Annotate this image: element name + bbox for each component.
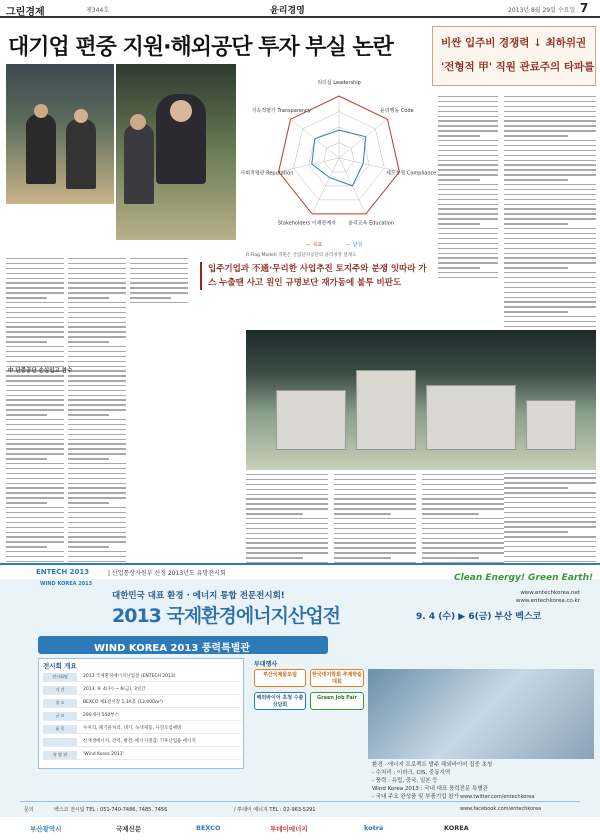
- ad-dates: 9. 4 (수) ▶ 6(금) 부산 벡스코: [416, 612, 542, 622]
- logo-bexco: BEXCO: [196, 824, 221, 832]
- windkorea-banner: [38, 636, 328, 654]
- ad-tagline: 대한민국 대표 환경 · 에너지 통합 전문전시회!: [112, 591, 285, 601]
- ad-url-1[interactable]: www.entechkorea.net: [520, 590, 580, 596]
- article-photo-machinery: [246, 330, 596, 470]
- ad-sponsor: | 산업통상자원부 선정 2013년도 유망전시회: [108, 570, 226, 577]
- sidebar-headline-line1: 비싼 입주비 경쟁력 ↓ 최하위권: [441, 37, 587, 49]
- radar-axis: [339, 119, 387, 158]
- logo-kotra: kotra: [364, 824, 384, 832]
- exhibition-ad: [0, 563, 600, 838]
- ad-title: 2013 국제환경에너지산업전: [112, 605, 341, 627]
- issue-number: 제344호: [86, 7, 110, 14]
- main-headline: 대기업 편중 지원·해외공단 투자 부실 논란: [8, 35, 393, 60]
- info-row: 신재생에너지, 전력, 발전, 에너지절감, 기후산업용 에너지: [43, 737, 241, 747]
- ad-bullet: Wind Korea 2013 : 국내 대표 풍력전문 특별관: [372, 786, 488, 792]
- twitter-link[interactable]: www.twitter.com/entechkorea: [460, 794, 535, 800]
- side-events-heading: 부대행사: [254, 661, 278, 668]
- radar-axis-label: 사회적평판 Reputation: [240, 170, 294, 177]
- contact-label: 문의: [24, 807, 34, 813]
- radar-axis-label: 윤리교육 Education: [348, 220, 395, 227]
- side-event-pill: Green Job Fair: [310, 692, 364, 710]
- sidebar-headline-box: [432, 26, 596, 86]
- facebook-link[interactable]: www.facebook.com/entechkorea: [460, 806, 542, 812]
- article-photo-officials: [116, 64, 236, 240]
- text-column-3: [130, 258, 188, 307]
- article-subhead: 입주기업과 不通·무리한 사업추진 토지주와 분쟁 잇따라 가스 누출땐 사고 원인 규명보단 재가동에 불투 비판도: [200, 262, 428, 290]
- section-heading: 中 단중공단 손실입고 참수: [8, 368, 73, 374]
- side-event-pill: 한국대기학회 추계학술대회: [310, 669, 364, 687]
- text-column-11: [68, 375, 126, 590]
- ad-clean-slogan: Clean Energy! Green Earth!: [454, 573, 594, 583]
- info-row: 장 소 BEXCO 제1전시장 1,3A홀 (12,000m²): [43, 698, 241, 708]
- text-column-8: [438, 96, 498, 282]
- sponsor-logos: [0, 817, 600, 840]
- masthead: [0, 0, 600, 18]
- page-number: 7: [580, 1, 589, 15]
- logo-kookje: 국제신문: [116, 825, 142, 833]
- info-row: 규 모 290개사 550부스: [43, 711, 241, 721]
- ad-bullet: - 풍력 : 유럽, 중국, 일본 등: [372, 778, 438, 784]
- logo-korea: KOREA: [444, 824, 469, 832]
- logo-todayenergy: 투데이에너지: [270, 825, 308, 833]
- logo-busan: 부산광역시: [30, 825, 62, 833]
- ad-photo-collage: [368, 669, 594, 759]
- info-heading: 전시회 개요: [43, 662, 77, 670]
- radar-axis-label: 윤리행동 Code: [379, 107, 414, 114]
- side-event-pill: 부산국제물포럼: [254, 669, 306, 687]
- info-row: 전시회명 2013 국제환경에너지산업전 (ENTECH 2013): [43, 672, 241, 682]
- info-row: 품 목 수처리, 폐기물처리, 대기, 녹색제품, 사전오염예방: [43, 724, 241, 734]
- radar-axis-label: 제도운영 Compliance: [385, 170, 437, 177]
- ad-bullet: - 수처리 : 이라크, CIS, 중동지역: [372, 770, 451, 776]
- exhibition-info-box: [38, 658, 244, 769]
- windkorea-banner-text: WIND KOREA 2013 풍력특별관: [94, 643, 251, 654]
- info-row: 기 간 2013. 9. 4(수) ~ 6(금), 3일간: [43, 685, 241, 695]
- radar-legend-item: — 달성: [346, 242, 363, 248]
- ad-topbar: [0, 565, 600, 583]
- radar-axis-label: Stakeholders 이해관계자: [277, 220, 337, 227]
- radar-axis-label: 리더십 Leadership: [317, 80, 361, 86]
- newspaper-brand: 그린경제: [6, 7, 45, 18]
- entech-logo: ENTECH 2013: [36, 568, 90, 576]
- side-event-pill: 해외바이어 초청 수출상담회: [254, 692, 306, 710]
- radar-caption: R-Flag Model) 직원은 산업단지공단의 윤리경영 설계도: [246, 253, 357, 258]
- ad-bullet: - 국내 주요 완성품 및 부품기업 참가: [372, 794, 459, 800]
- ad-bullet: 환경 · 에너지 프로젝트 발주 해외바이어 집중 초청: [372, 762, 493, 768]
- contact-todayenergy: / 투데이 에너지 TEL : 02-963-5291: [234, 807, 316, 813]
- text-column-2: [68, 258, 126, 385]
- issue-date: 2013년 8월 29일 수요일: [508, 7, 576, 14]
- text-column-10: [6, 375, 64, 590]
- contact-bexco: 벡스코 전시팀 TEL : 051-740-7486, 7485, 7456: [54, 807, 168, 813]
- sidebar-headline-line2: '전형적 甲' 직원 관료주의 타파를: [441, 61, 595, 73]
- ad-urls: [460, 589, 580, 605]
- radar-legend-item: — 목표: [306, 242, 323, 248]
- article-photo-greenhouse: [6, 64, 114, 204]
- radar-diagram: [240, 62, 437, 250]
- ad-url-2[interactable]: www.entechkorea.co.kr: [515, 598, 580, 604]
- radar-axis-label: 지속적평가 Transparency: [251, 107, 311, 114]
- section-title: 윤리경영: [270, 6, 305, 16]
- info-row: 특 별 관 'Wind Korea 2013': [43, 750, 241, 760]
- windkorea-logo: WIND KOREA 2013: [40, 581, 93, 587]
